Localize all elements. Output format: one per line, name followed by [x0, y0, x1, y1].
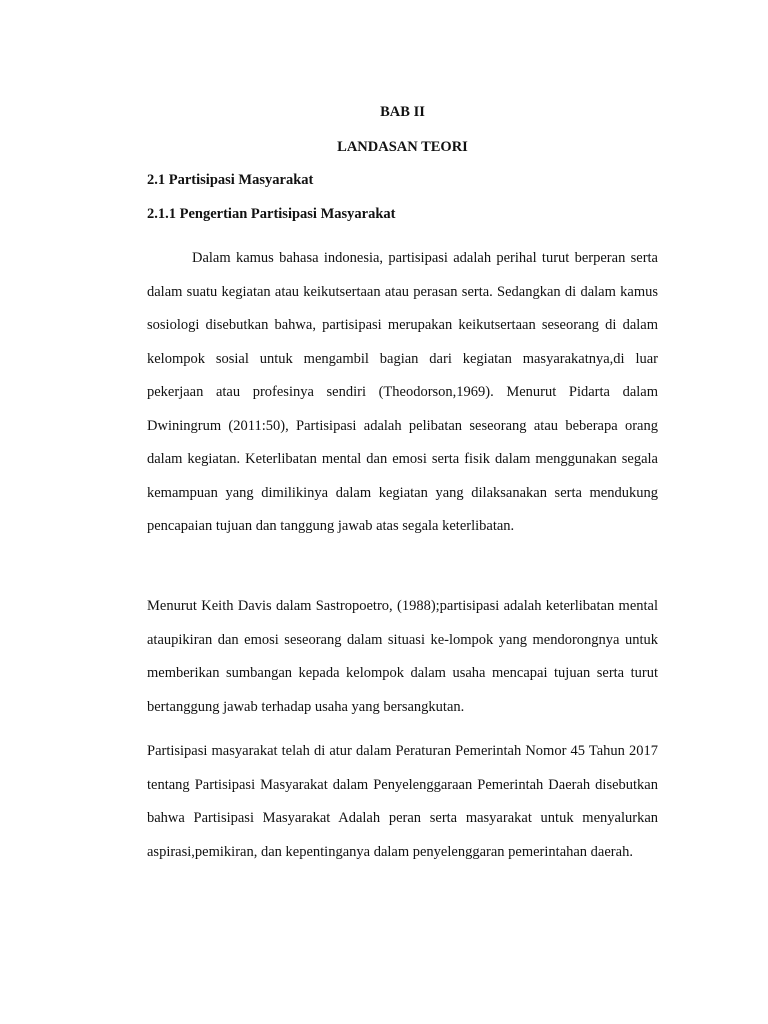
paragraph-2: Menurut Keith Davis dalam Sastropoetro, (1988);partisipasi adalah keterlibatan mental ataupikiran dan emosi seseorang dalam situasi ke-lompok yang mendorongnya untuk memberikan sumbangan kepada kelompok dalam usaha mencapai tujuan serta turut bertanggung jawab terhadap usaha yang bersangkutan. [147, 598, 658, 715]
paragraph-1: Dalam kamus bahasa indonesia, partisipasi adalah perihal turut berperan serta dalam suatu kegiatan atau keikutsertaan atau perasan serta. Sedangkan di dalam kamus sosiologi disebutkan bahwa, partisipasi merupakan keikutsertaan seseorang di dalam kelompok sosial untuk mengambil bagian dari kegiatan masyarakatnya,di luar pekerjaan atau profesinya sendiri (Theodorson,1969). Menurut Pidarta dalam Dwiningrum (2011:50), Partisipasi adalah pelibatan seseorang atau beberapa orang dalam kegiatan. Keterlibatan mental dan emosi serta fisik dalam menggunakan segala kemampuan yang dimilikinya dalam kegiatan yang dilaksanakan serta mendukung pencapaian tujuan dan tanggung jawab atas segala keterlibatan. [147, 250, 658, 534]
paragraph-3: Partisipasi masyarakat telah di atur dalam Peraturan Pemerintah Nomor 45 Tahun 2017 tentang Partisipasi Masyarakat dalam Penyelenggaraan Pemerintah Daerah disebutkan bahwa Partisipasi Masyarakat Adalah peran serta masyarakat untuk menyalurkan aspirasi,pemikiran, dan kepentinganya dalam penyelenggaran pemerintahan daerah. [147, 743, 658, 860]
subsection-heading: 2.1.1 Pengertian Partisipasi Masyarakat [147, 206, 396, 222]
section-heading: 2.1 Partisipasi Masyarakat [147, 172, 314, 188]
chapter-title: LANDASAN TEORI [337, 139, 468, 155]
chapter-label: BAB II [380, 104, 425, 120]
